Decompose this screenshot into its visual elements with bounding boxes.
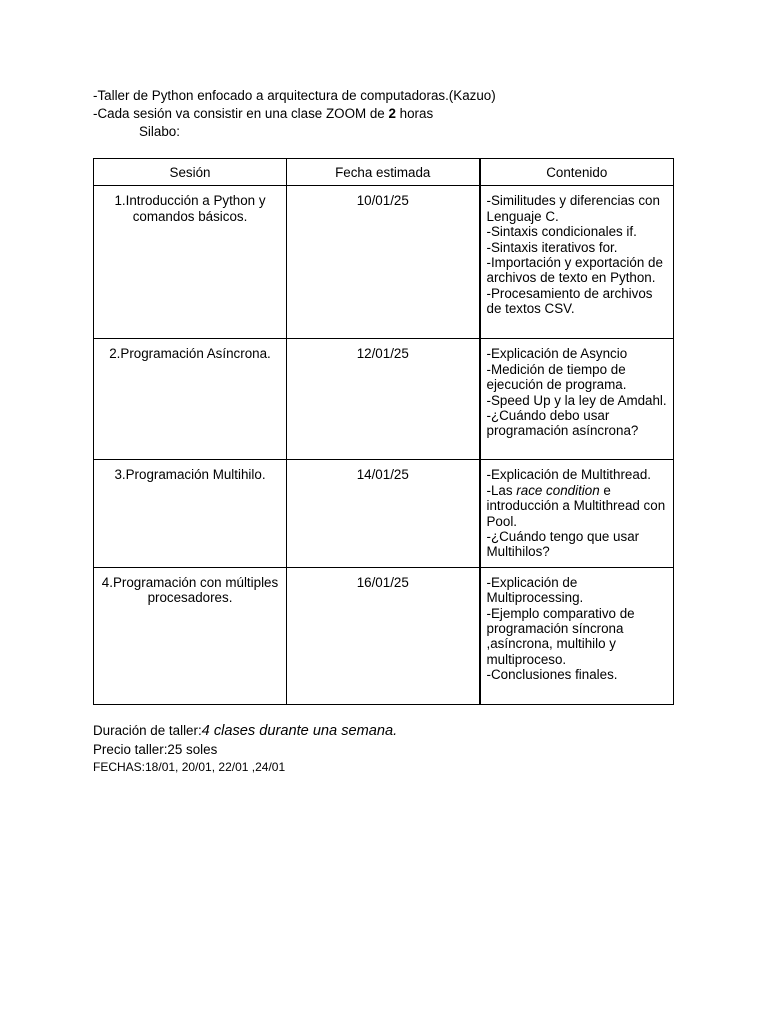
dates-line: FECHAS:18/01, 20/01, 22/01 ,24/01 bbox=[93, 760, 286, 774]
date-cell: 12/01/25 bbox=[287, 339, 480, 460]
table-row bbox=[94, 460, 674, 567]
table-row bbox=[94, 567, 674, 704]
table-row bbox=[94, 339, 674, 460]
content-item: -Explicación de Multiprocessing. bbox=[486, 574, 584, 606]
price-line: Precio taller:25 soles bbox=[93, 742, 218, 757]
session-cell: 4.Programación con múltiples procesadores. bbox=[94, 567, 287, 704]
table-header-row bbox=[94, 159, 674, 186]
content-item: -¿Cuándo tengo que usar Multihilos? bbox=[486, 529, 640, 560]
intro-hours-number: 2 bbox=[388, 106, 396, 121]
content-item-start: -Las bbox=[486, 482, 517, 498]
intro-line-session-info bbox=[93, 105, 496, 123]
content-item: -Sintaxis condicionales if. bbox=[486, 224, 637, 240]
date-cell: 14/01/25 bbox=[287, 460, 480, 567]
duration-label: Duración de taller: bbox=[93, 723, 202, 738]
header-content: Contenido bbox=[480, 159, 674, 186]
content-item: -¿Cuándo debo usar programación asíncrona? bbox=[486, 408, 639, 439]
content-item: -Explicación de Multithread. bbox=[486, 467, 651, 483]
duration-line bbox=[93, 721, 397, 741]
content-item bbox=[487, 483, 668, 529]
content-item: -Speed Up y la ley de Amdahl. bbox=[486, 392, 667, 408]
content-cell bbox=[480, 567, 674, 704]
date-cell: 16/01/25 bbox=[287, 567, 480, 704]
content-item: -Explicación de Asyncio bbox=[486, 346, 628, 362]
content-item: -Sintaxis iterativos for. bbox=[486, 239, 618, 255]
content-item-end: e introducción a Multithread con Pool. bbox=[486, 482, 666, 529]
table-row bbox=[94, 186, 674, 339]
content-item: -Procesamiento de archivos de textos CSV. bbox=[486, 285, 653, 317]
content-item: -Conclusiones finales. bbox=[486, 667, 618, 683]
session-cell: 1.Introducción a Python y comandos básicos. bbox=[94, 186, 287, 339]
date-cell: 10/01/25 bbox=[287, 186, 480, 339]
syllabus-label: Silabo: bbox=[139, 124, 180, 139]
content-cell bbox=[480, 186, 674, 339]
content-cell bbox=[480, 339, 674, 460]
content-item: -Importación y exportación de archivos de texto en Python. bbox=[486, 255, 663, 286]
syllabus-table bbox=[93, 158, 674, 705]
intro-line2-end: horas bbox=[395, 106, 434, 121]
content-cell bbox=[480, 460, 674, 567]
footer-block bbox=[93, 721, 397, 775]
session-cell: 2.Programación Asíncrona. bbox=[94, 339, 287, 460]
intro-line2-start: -Cada sesión va consistir en una clase ZOOM de bbox=[93, 106, 389, 121]
intro-line-title: -Taller de Python enfocado a arquitectura de computadoras.(Kazuo) bbox=[93, 88, 496, 103]
duration-value: 4 clases durante una semana. bbox=[201, 723, 398, 739]
intro-block bbox=[93, 87, 496, 141]
header-date: Fecha estimada bbox=[287, 159, 480, 186]
content-item: -Similitudes y diferencias con Lenguaje C. bbox=[486, 193, 660, 224]
content-item: -Ejemplo comparativo de programación síncrona ,asíncrona, multihilo y multiproceso. bbox=[486, 605, 635, 667]
header-session: Sesión bbox=[94, 159, 287, 186]
content-item: -Medición de tiempo de ejecución de programa. bbox=[486, 361, 627, 393]
session-cell: 3.Programación Multihilo. bbox=[94, 460, 287, 567]
content-item-italic: race condition bbox=[516, 482, 600, 498]
